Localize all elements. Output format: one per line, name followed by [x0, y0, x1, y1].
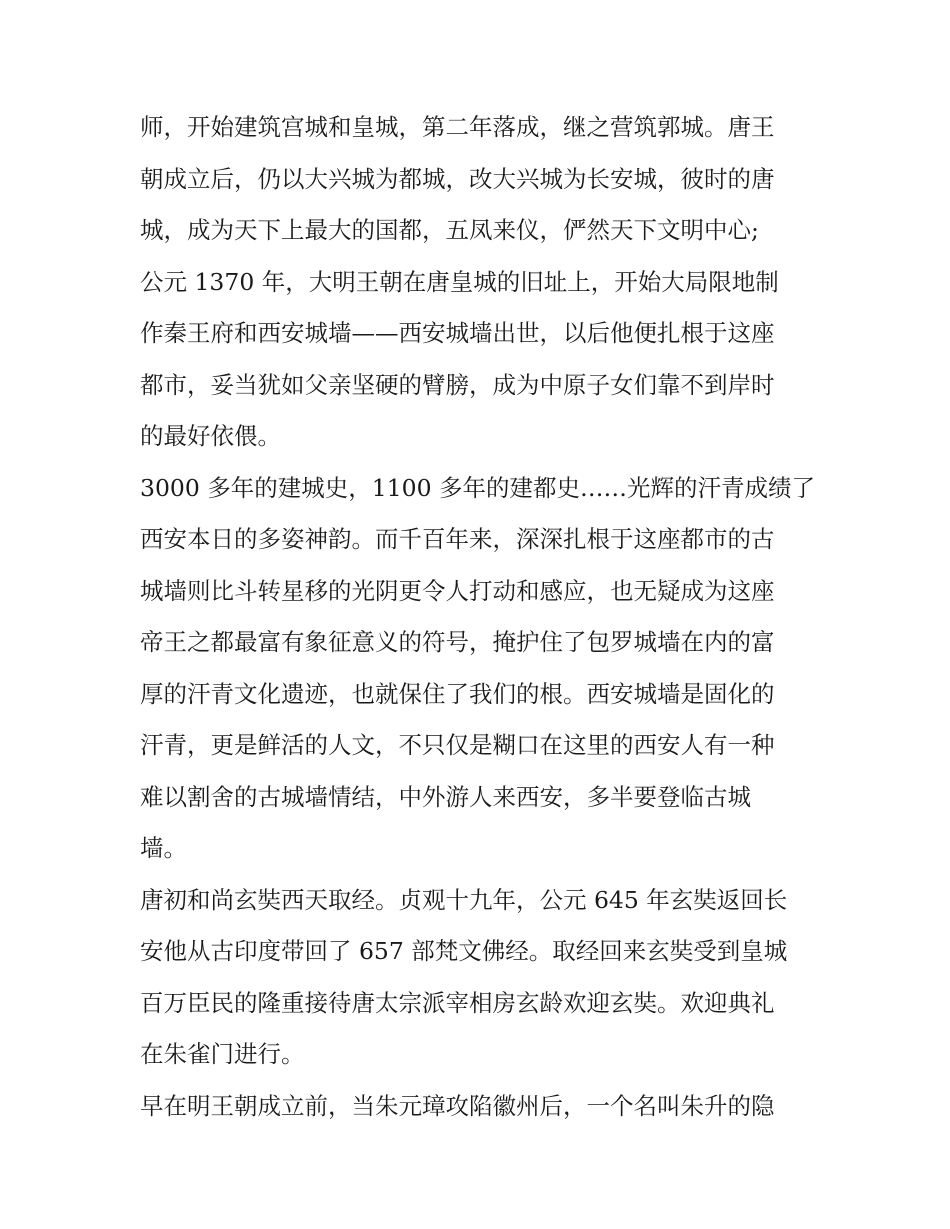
text-line-2: 朝成立后，仍以大兴城为都城，改大兴城为长安城，彼时的唐 [140, 164, 775, 193]
text-line-13: 汗青，更是鲜活的人文，不只仅是糊口在这里的西安人有一种 [140, 731, 775, 759]
text-line-11: 帝王之都最富有象征意义的符号，掩护住了包罗城墙在内的富 [140, 628, 775, 656]
text-line-8: 3000 多年的建城史，1100 多年的建都史……光辉的汗青成绩了 [140, 473, 816, 502]
text-line-16: 唐初和尚玄奘西天取经。贞观十九年，公元 645 年玄奘返回长 [140, 885, 788, 914]
text-line-9: 西安本日的多姿神韵。而千百年来，深深扎根于这座都市的古 [140, 525, 775, 553]
text-line-4: 公元 1370 年，大明王朝在唐皇城的旧址上，开始大局限地制 [140, 267, 779, 296]
text-line-1: 师，开始建筑宫城和皇城，第二年落成，继之营筑郭城。唐王 [140, 113, 775, 141]
text-line-19: 在朱雀门进行。 [140, 1040, 305, 1068]
text-line-18: 百万臣民的隆重接待唐太宗派宰相房玄龄欢迎玄奘。欢迎典礼 [140, 988, 775, 1017]
text-line-7: 的最好依偎。 [140, 422, 281, 450]
text-line-14: 难以割舍的古城墙情结，中外游人来西安，多半要登临古城 [140, 782, 751, 811]
text-line-10: 城墙则比斗转星移的光阴更令人打动和感应，也无疑成为这座 [140, 576, 775, 605]
body-text [140, 102, 820, 1132]
text-line-20: 早在明王朝成立前，当朱元璋攻陷徽州后，一个名叫朱升的隐 [140, 1091, 775, 1120]
text-line-15: 墙。 [140, 834, 187, 862]
text-line-6: 都市，妥当犹如父亲坚硬的臂膀，成为中原子女们靠不到岸时 [140, 370, 775, 399]
text-line-12: 厚的汗青文化遗迹，也就保住了我们的根。西安城墙是固化的 [140, 679, 775, 708]
text-line-17: 安他从古印度带回了 657 部梵文佛经。取经回来玄奘受到皇城 [140, 937, 788, 965]
text-line-3: 城，成为天下上最大的国都，五凤来仪，俨然天下文明中心; [140, 216, 759, 244]
text-line-5: 作秦王府和西安城墙——西安城墙出世，以后他便扎根于这座 [140, 319, 775, 347]
